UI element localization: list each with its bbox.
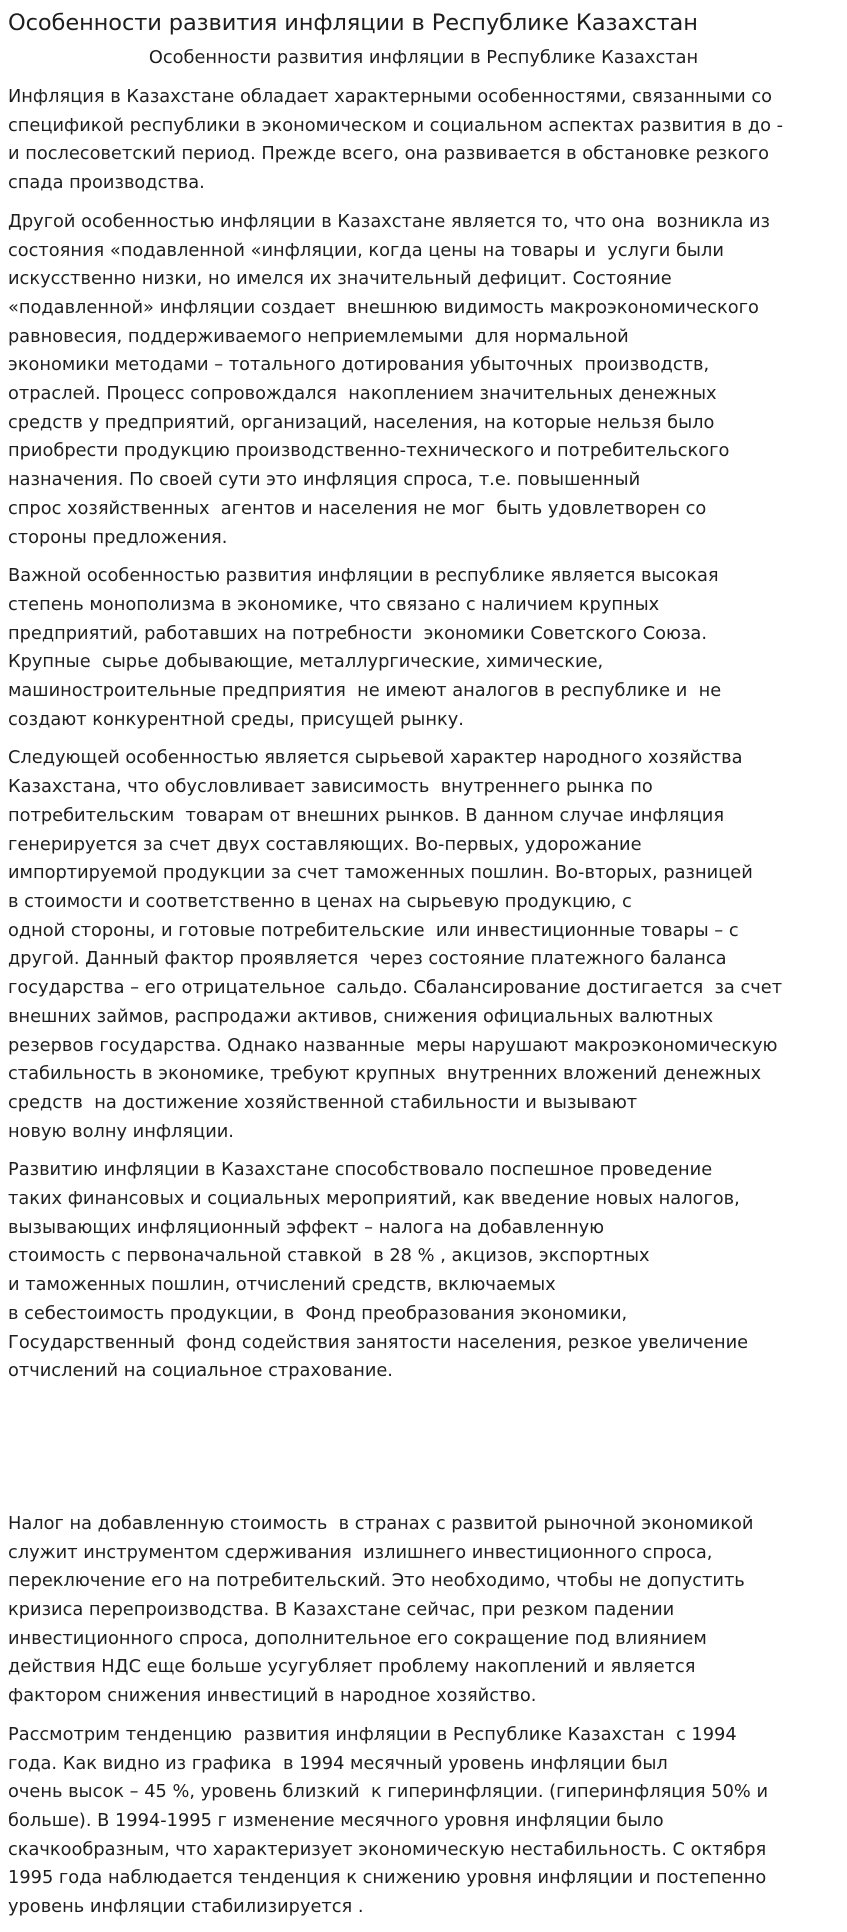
paragraph-line: Рассмотрим тенденцию развития инфляции в Республике Казахстан с 1994 (8, 1723, 737, 1745)
paragraph-line: Развитию инфляции в Казахстане способствовало поспешное проведение (8, 1159, 713, 1181)
paragraph-line: стоимость с первоначальной ставкой в 28 % , акцизов, экспортных (8, 1245, 650, 1267)
chart-placeholder-space (8, 1396, 839, 1510)
paragraph-line: импортируемой продукции за счет таможенных пошлин. Во-вторых, разницей (8, 862, 753, 884)
paragraph-line: генерируется за счет двух составляющих. Во-первых, удорожание (8, 833, 642, 855)
paragraph (8, 744, 839, 1146)
paragraph-line: и послесоветский период. Прежде всего, она развивается в обстановке резкого (8, 143, 769, 165)
paragraph-line: таких финансовых и социальных мероприятий, как введение новых налогов, (8, 1188, 740, 1210)
paragraph-line: стабильность в экономике, требуют крупных внутренних вложений денежных (8, 1063, 762, 1085)
paragraph-line: машиностроительные предприятия не имеют аналогов в республике и не (8, 680, 722, 702)
paragraph-line: уровень инфляции стабилизируется . (8, 1896, 364, 1918)
paragraph (8, 1721, 839, 1922)
paragraph-line: и таможенных пошлин, отчислений средств, включаемых (8, 1274, 556, 1296)
paragraph-line: скачкообразным, что характеризует экономическую нестабильность. С октября (8, 1838, 767, 1860)
paragraph-line: Казахстана, что обусловливает зависимость внутреннего рынка по (8, 776, 653, 798)
paragraph-line: искусственно низки, но имелся их значительный дефицит. Состояние (8, 268, 672, 290)
paragraph-line: в стоимости и соответственно в ценах на сырьевую продукцию, с (8, 890, 632, 912)
paragraph-line: стороны предложения. (8, 526, 228, 548)
paragraph (8, 562, 839, 734)
paragraph-line: назначения. По своей сути это инфляция спроса, т.е. повышенный (8, 469, 641, 491)
paragraph-line: кризиса перепроизводства. В Казахстане сейчас, при резком падении (8, 1599, 675, 1621)
paragraph-line: новую волну инфляции. (8, 1120, 234, 1142)
paragraph-line: потребительским товарам от внешних рынков. В данном случае инфляция (8, 804, 725, 826)
paragraph-line: инвестиционного спроса, дополнительное его сокращение под влиянием (8, 1627, 707, 1649)
paragraph (8, 1156, 839, 1386)
article-body-top (8, 83, 839, 1386)
paragraph (8, 1510, 839, 1711)
paragraph-line: экономики методами – тотального дотирования убыточных производств, (8, 354, 710, 376)
paragraph-line: Государственный фонд содействия занятости населения, резкое увеличение (8, 1331, 749, 1353)
paragraph-line: приобрести продукцию производственно-технического и потребительского (8, 440, 730, 462)
paragraph-line: спрос хозяйственных агентов и населения не мог быть удовлетворен со (8, 497, 707, 519)
paragraph-line: внешних займов, распродажи активов, снижения официальных валютных (8, 1005, 714, 1027)
paragraph-line: служит инструментом сдерживания излишнего инвестиционного спроса, (8, 1541, 713, 1563)
paragraph-line: резервов государства. Однако названные меры нарушают макроэкономическую (8, 1034, 778, 1056)
paragraph-line: Следующей особенностью является сырьевой характер народного хозяйства (8, 747, 743, 769)
paragraph-line: спецификой республики в экономическом и социальном аспектах развития в до - (8, 114, 784, 136)
paragraph-line: государства – его отрицательное сальдо. Сбалансирование достигается за счет (8, 977, 783, 999)
paragraph-line: создают конкурентной среды, присущей рынку. (8, 708, 464, 730)
paragraph-line: состояния «подавленной «инфляции, когда цены на товары и услуги были (8, 239, 724, 261)
paragraph-line: действия НДС еще больше усугубляет проблему накоплений и является (8, 1656, 696, 1678)
paragraph-line: равновесия, поддерживаемого неприемлемыми для нормальной (8, 325, 629, 347)
paragraph (8, 208, 839, 552)
paragraph-line: Другой особенностью инфляции в Казахстане является то, что она возникла из (8, 210, 770, 232)
paragraph-line: другой. Данный фактор проявляется через состояние платежного баланса (8, 948, 727, 970)
paragraph-line: отчислений на социальное страхование. (8, 1360, 393, 1382)
paragraph-line: переключение его на потребительский. Это необходимо, чтобы не допустить (8, 1570, 745, 1592)
paragraph-line: Инфляция в Казахстане обладает характерными особенностями, связанными со (8, 86, 772, 107)
paragraph-line: средств на достижение хозяйственной стабильности и вызывают (8, 1091, 638, 1113)
paragraph-line: Налог на добавленную стоимость в странах с развитой рыночной экономикой (8, 1512, 754, 1534)
paragraph-line: отраслей. Процесс сопровождался накоплением значительных денежных (8, 383, 717, 405)
paragraph-line: средств у предприятий, организаций, населения, на которые нельзя было (8, 411, 715, 433)
paragraph-line: фактором снижения инвестиций в народное хозяйство. (8, 1685, 537, 1707)
paragraph-line: очень высок – 45 %, уровень близкий к гиперинфляции. (гиперинфляция 50% и (8, 1781, 769, 1803)
article-body-bottom (8, 1510, 839, 1922)
paragraph-line: года. Как видно из графика в 1994 месячный уровень инфляции был (8, 1752, 668, 1774)
paragraph-line: предприятий, работавших на потребности экономики Советского Союза. (8, 622, 707, 644)
paragraph-line: 1995 года наблюдается тенденция к снижению уровня инфляции и постепенно (8, 1867, 767, 1889)
document-subtitle: Особенности развития инфляции в Республике Казахстан (148, 47, 699, 68)
paragraph-line: «подавленной» инфляции создает внешнюю видимость макроэкономического (8, 296, 759, 318)
paragraph-line: одной стороны, и готовые потребительские или инвестиционные товары – с (8, 919, 739, 941)
paragraph-line: больше). В 1994-1995 г изменение месячного уровня инфляции было (8, 1809, 664, 1831)
paragraph-line: Крупные сырье добывающие, металлургические, химические, (8, 651, 604, 673)
paragraph-line: спада производства. (8, 172, 205, 194)
paragraph-line: в себестоимость продукции, в Фонд преобразования экономики, (8, 1302, 628, 1324)
paragraph-line: вызывающих инфляционный эффект – налога на добавленную (8, 1216, 605, 1238)
paragraph-line: степень монополизма в экономике, что связано с наличием крупных (8, 593, 660, 615)
paragraph-line: Важной особенностью развития инфляции в республике является высокая (8, 565, 719, 587)
paragraph (8, 83, 839, 198)
page-title: Особенности развития инфляции в Республике Казахстан (8, 10, 698, 36)
